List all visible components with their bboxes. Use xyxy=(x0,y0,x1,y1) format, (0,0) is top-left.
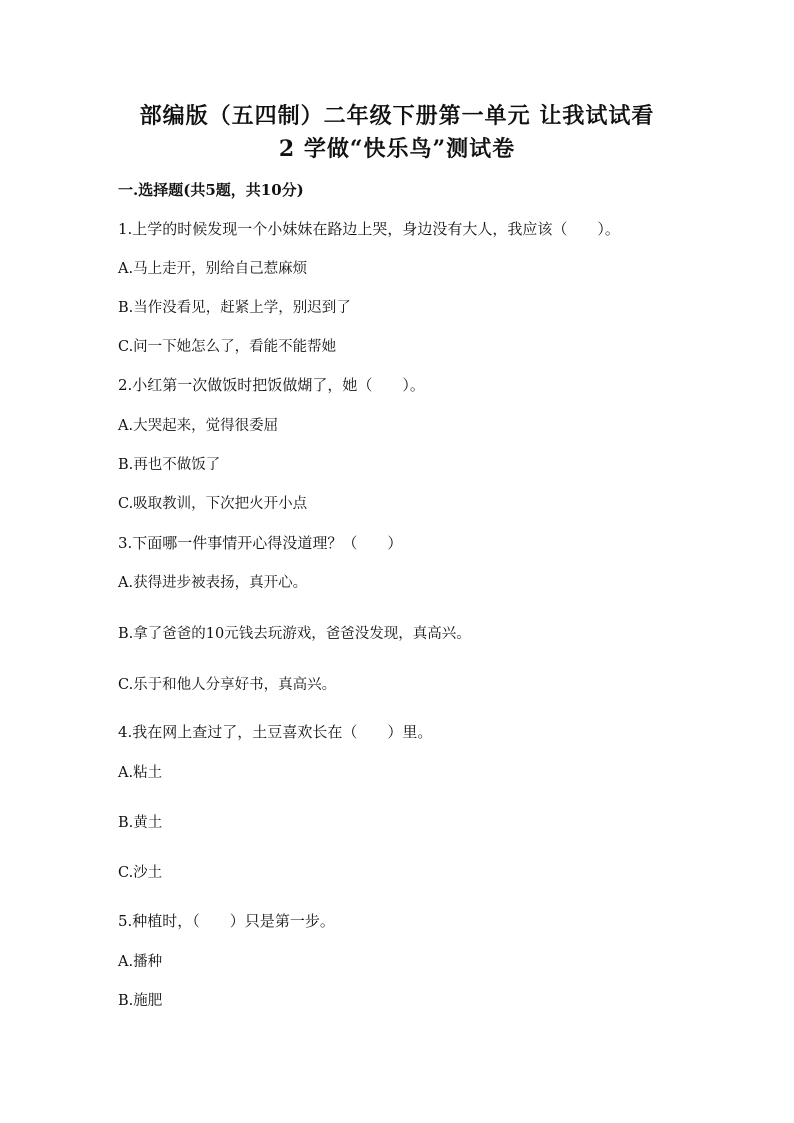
question-1-option-a: A.马上走开，别给自己惹麻烦 xyxy=(118,261,308,277)
section-heading: 一.选择题(共5题，共10分) xyxy=(118,181,304,199)
question-1-option-c: C.问一下她怎么了，看能不能帮她 xyxy=(118,339,337,355)
question-stem-5: 5.种植时，（ ）只是第一步。 xyxy=(118,912,335,930)
question-stem-4: 4.我在网上查过了，土豆喜欢长在（ ）里。 xyxy=(118,723,433,741)
question-3-option-c: C.乐于和他人分享好书，真高兴。 xyxy=(118,677,337,693)
question-stem-1: 1.上学的时候发现一个小妹妹在路边上哭，身边没有大人，我应该（ ）。 xyxy=(118,220,620,238)
question-5-option-a: A.播种 xyxy=(118,954,163,970)
question-2-option-a: A.大哭起来，觉得很委屈 xyxy=(118,418,279,434)
question-stem-3: 3.下面哪一件事情开心得没道理？（ ） xyxy=(118,534,403,552)
question-2-option-c: C.吸取教训，下次把火开小点 xyxy=(118,496,308,512)
question-3-option-a: A.获得进步被表扬，真开心。 xyxy=(118,575,308,591)
question-3-option-b: B.拿了爸爸的10元钱去玩游戏，爸爸没发现，真高兴。 xyxy=(118,626,471,642)
document-title-line-2: 2 学做“快乐鸟”测试卷 xyxy=(278,136,516,162)
document-title-line-1: 部编版（五四制）二年级下册第一单元 让我试试看 xyxy=(139,103,655,129)
question-4-option-c: C.沙土 xyxy=(118,865,163,881)
question-5-option-b: B.施肥 xyxy=(118,993,163,1009)
question-2-option-b: B.再也不做饭了 xyxy=(118,457,221,473)
question-4-option-b: B.黄土 xyxy=(118,815,163,831)
question-4-option-a: A.粘土 xyxy=(118,765,163,781)
question-stem-2: 2.小红第一次做饭时把饭做煳了，她（ ）。 xyxy=(118,376,425,394)
question-1-option-b: B.当作没看见，赶紧上学，别迟到了 xyxy=(118,300,351,316)
